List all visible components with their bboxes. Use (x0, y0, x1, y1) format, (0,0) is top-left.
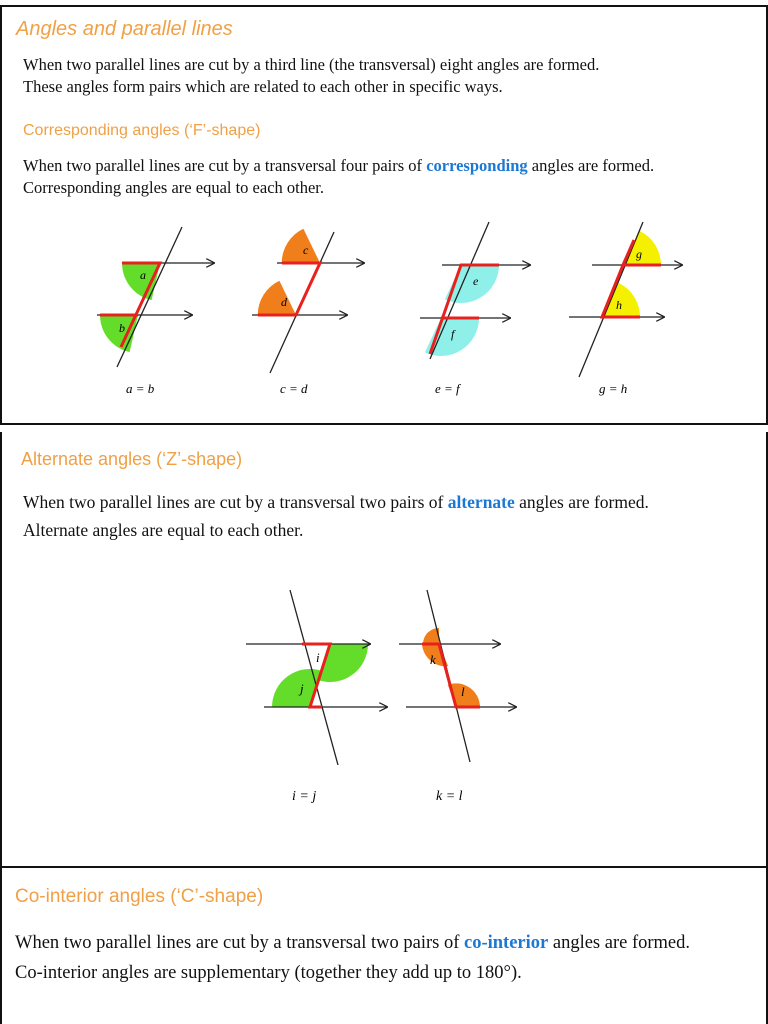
diagram-i-j (246, 590, 387, 804)
angle-c-sector (282, 229, 320, 263)
label-k: k (430, 652, 436, 667)
angles-and-parallel-lines-panel (0, 5, 768, 425)
label-b: b (119, 321, 125, 335)
label-c: c (303, 243, 309, 257)
co-interior-rule: Co-interior angles are supplementary (together they add up to 180°). (15, 963, 522, 983)
co-interior-definition: When two parallel lines are cut by a transversal two pairs of co-interior angles are formed. (15, 933, 691, 953)
corresponding-rule: Corresponding angles are equal to each other. (23, 178, 325, 197)
caption-c-d: c = d (280, 381, 308, 396)
alternate-heading: Alternate angles (‘Z’-shape) (21, 449, 243, 469)
transversal (117, 227, 182, 367)
label-l: l (461, 684, 465, 699)
intro-line-2: These angles form pairs which are related to each other in specific ways. (23, 77, 503, 96)
caption-e-f: e = f (435, 381, 460, 396)
diagram-g-h (569, 222, 682, 396)
caption-k-l: k = l (436, 789, 463, 804)
intro-line-1: When two parallel lines are cut by a third line (the transversal) eight angles are formed. (23, 55, 600, 74)
section-title: Angles and parallel lines (16, 18, 233, 40)
label-a: a (140, 268, 146, 282)
alternate-angles-panel (0, 432, 768, 866)
alternate-rule: Alternate angles are equal to each other. (23, 520, 304, 540)
alternate-angles-diagrams (2, 432, 766, 866)
diagram-k-l (399, 590, 516, 804)
alternate-definition: When two parallel lines are cut by a transversal two pairs of alternate angles are formed. (23, 492, 649, 512)
corresponding-heading: Corresponding angles (‘F’-shape) (23, 122, 261, 139)
caption-g-h: g = h (599, 381, 628, 396)
label-d: d (281, 295, 287, 309)
diagram-e-f (420, 222, 530, 396)
co-interior-heading: Co-interior angles (‘C’-shape) (15, 886, 264, 907)
angle-g-sector (623, 231, 661, 265)
diagram-c-d (252, 229, 364, 396)
corresponding-definition: When two parallel lines are cut by a transversal four pairs of corresponding angles are formed. (23, 156, 655, 175)
label-f: f (451, 327, 455, 341)
co-interior-angles-panel (0, 866, 768, 1024)
co-interior-keyword: co-interior (463, 933, 549, 953)
angle-d-sector (258, 281, 296, 315)
alternate-keyword: alternate (447, 492, 515, 512)
caption-a-b: a = b (126, 381, 155, 396)
label-e: e (473, 274, 479, 288)
corresponding-angles-diagrams (2, 7, 766, 423)
label-j: j (300, 681, 304, 696)
label-g: g (636, 247, 642, 261)
label-i: i (316, 650, 320, 665)
diagram-a-b (97, 227, 214, 396)
caption-i-j: i = j (292, 789, 317, 804)
label-h: h (616, 298, 622, 312)
corresponding-keyword: corresponding (426, 156, 528, 175)
